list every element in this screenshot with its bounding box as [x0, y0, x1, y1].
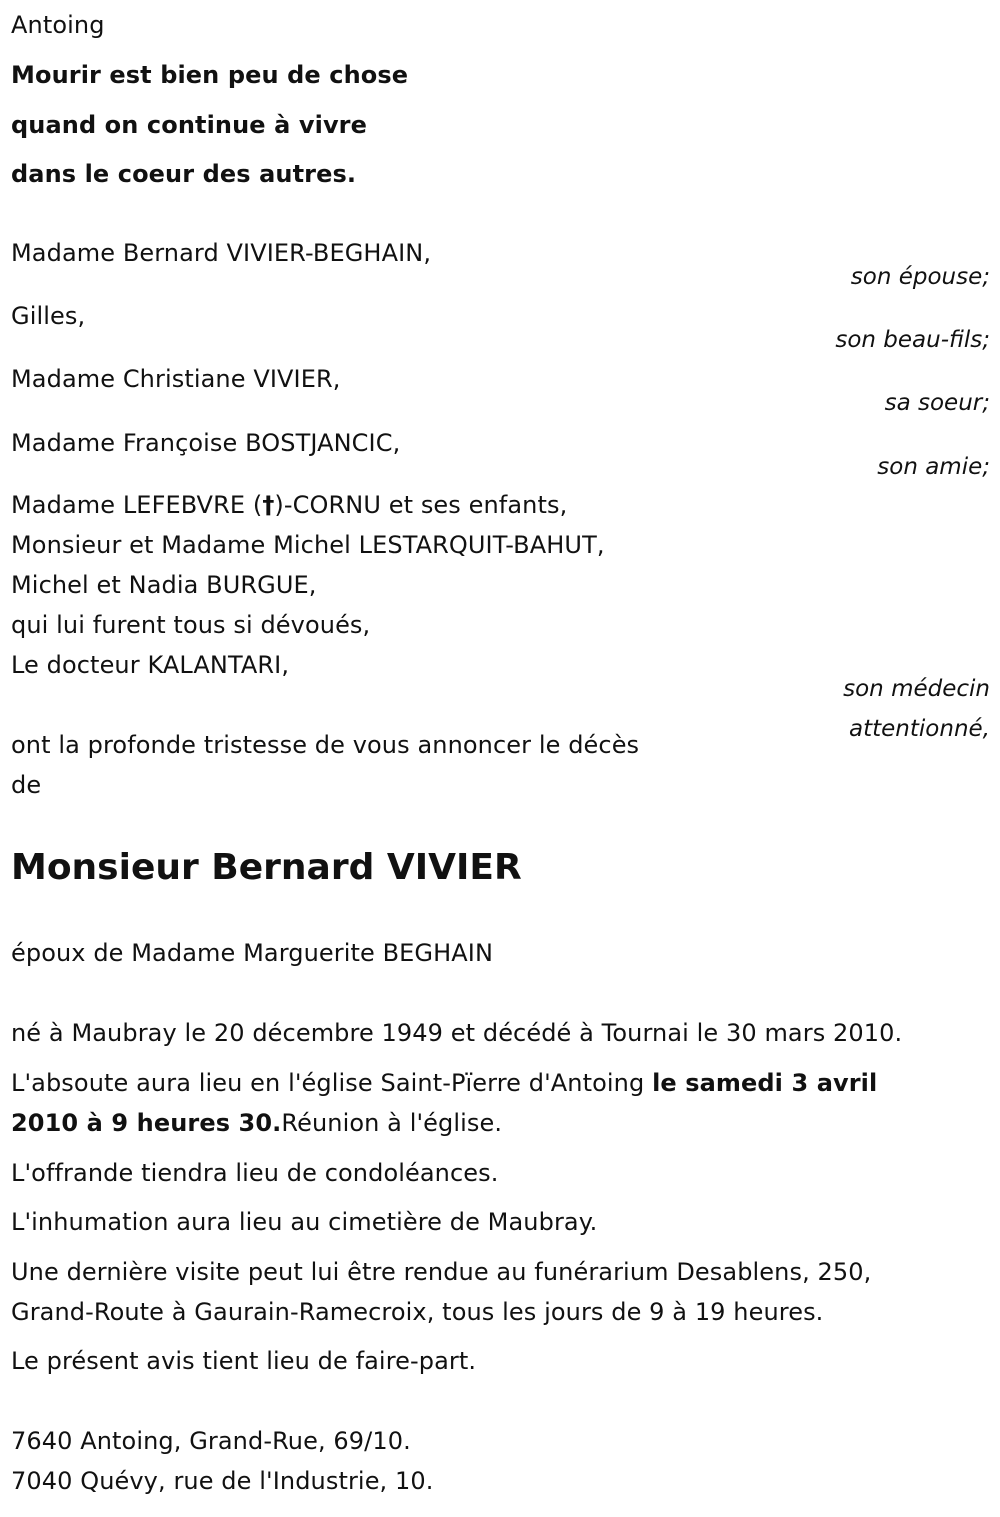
cross-icon: † — [262, 491, 275, 519]
friend-lefebvre — [11, 490, 567, 520]
deceased-name: Monsieur Bernard VIVIER — [11, 847, 522, 888]
visite-line-1: Une dernière visite peut lui être rendue au funérarium Desablens, 250, — [11, 1258, 872, 1286]
family-member-name: Madame Christiane VIVIER, — [11, 365, 341, 393]
friend-line: Monsieur et Madame Michel LESTARQUIT-BAHUT, — [11, 531, 605, 559]
friend-line: qui lui furent tous si dévoués, — [11, 611, 371, 639]
faire-part-line: Le présent avis tient lieu de faire-part. — [11, 1347, 477, 1375]
absoute-date: le samedi 3 avril — [652, 1069, 878, 1097]
friend-lefebvre-suffix: )-CORNU et ses enfants, — [274, 491, 568, 519]
absoute-time: 2010 à 9 heures 30. — [11, 1109, 282, 1137]
absoute-prefix: L'absoute aura lieu en l'église Saint-Pïerre d'Antoing — [11, 1069, 653, 1097]
family-member-name: Gilles, — [11, 302, 86, 330]
offrande-line: L'offrande tiendra lieu de condoléances. — [11, 1159, 499, 1187]
family-member-name: Madame Bernard VIVIER-BEGHAIN, — [11, 239, 432, 267]
location-heading: Antoing — [11, 11, 105, 39]
absoute-suffix: Réunion à l'église. — [281, 1109, 503, 1137]
announcement-line-1: ont la profonde tristesse de vous annoncer le décès — [11, 731, 640, 759]
doctor-relation-line-1: son médecin — [843, 676, 990, 702]
friend-line: Michel et Nadia BURGUE, — [11, 571, 317, 599]
announcement-line-2: de — [11, 771, 42, 799]
birth-death-line: né à Maubray le 20 décembre 1949 et décédé à Tournai le 30 mars 2010. — [11, 1019, 903, 1047]
quote-line-3: dans le coeur des autres. — [11, 160, 357, 188]
absoute-line-1 — [11, 1068, 877, 1098]
family-member-relation: son amie; — [877, 454, 990, 480]
doctor-relation-line-2: attentionné, — [849, 716, 990, 742]
friend-lefebvre-prefix: Madame LEFEBVRE ( — [11, 491, 263, 519]
quote-line-2: quand on continue à vivre — [11, 111, 367, 139]
inhumation-line: L'inhumation aura lieu au cimetière de Maubray. — [11, 1208, 598, 1236]
absoute-line-2 — [11, 1108, 502, 1138]
address-line: 7640 Antoing, Grand-Rue, 69/10. — [11, 1427, 411, 1455]
family-member-name: Madame Françoise BOSTJANCIC, — [11, 429, 401, 457]
friend-line: Le docteur KALANTARI, — [11, 651, 290, 679]
family-member-relation: sa soeur; — [884, 390, 990, 416]
address-line: 7040 Quévy, rue de l'Industrie, 10. — [11, 1467, 434, 1495]
quote-line-1: Mourir est bien peu de chose — [11, 61, 409, 89]
spouse-line: époux de Madame Marguerite BEGHAIN — [11, 939, 494, 967]
family-member-relation: son épouse; — [850, 264, 990, 290]
family-member-relation: son beau-fils; — [835, 327, 990, 353]
visite-line-2: Grand-Route à Gaurain-Ramecroix, tous les jours de 9 à 19 heures. — [11, 1298, 824, 1326]
